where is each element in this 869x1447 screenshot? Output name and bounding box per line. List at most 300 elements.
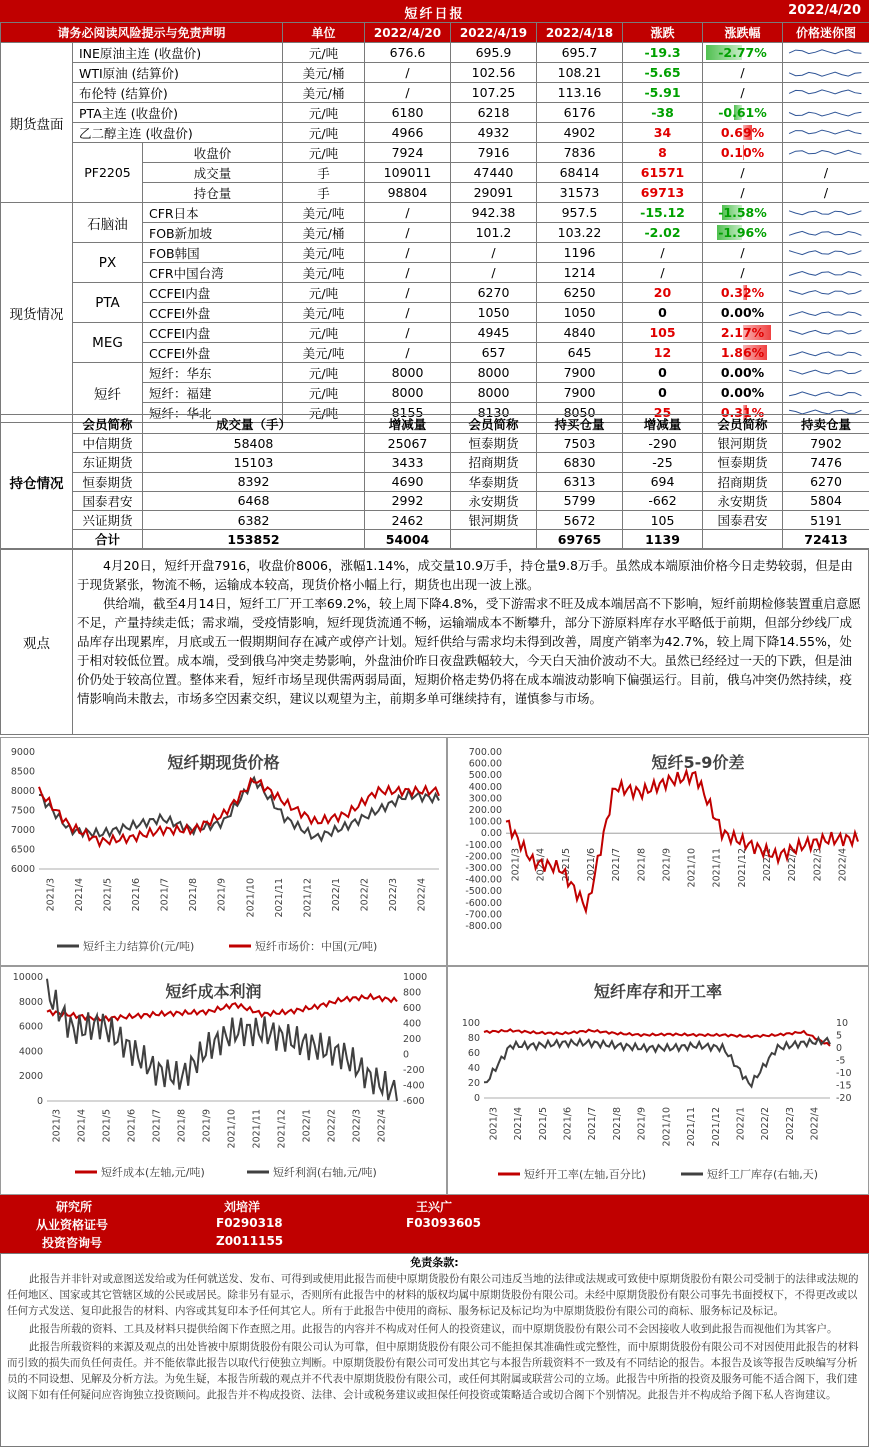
change-pct-cell — [703, 263, 783, 283]
unit-cell: 元/吨 — [283, 383, 365, 403]
opinion-text — [77, 556, 863, 708]
futures-row — [1, 83, 869, 103]
y-tick-label: -200.00 — [465, 851, 502, 863]
x-tick-label: 2021/10 — [226, 1109, 238, 1149]
value-cell: 7900 — [537, 363, 623, 383]
value-cell: 657 — [451, 343, 537, 363]
member-name: 恒泰期货 — [451, 434, 537, 453]
sparkline — [783, 64, 869, 82]
col-sparkline: 价格迷你图 — [783, 23, 869, 43]
position-header: 会员简称 — [73, 415, 143, 434]
change-cell: / — [623, 263, 703, 283]
unit-cell: 美元/吨 — [283, 263, 365, 283]
change-pct-value: 0.31% — [720, 405, 765, 420]
position-row — [1, 453, 869, 472]
y-tick-label: 700.00 — [468, 747, 502, 758]
item-name: 收盘价 — [143, 143, 283, 163]
member-name: 中信期货 — [73, 434, 143, 453]
position-total: 1139 — [623, 530, 703, 549]
opinion-label: 观点 — [1, 550, 73, 734]
unit-cell: 美元/桶 — [283, 63, 365, 83]
position-header: 增减量 — [365, 415, 451, 434]
sparkline — [783, 104, 869, 122]
change-pct-cell — [703, 103, 783, 123]
value-cell: / — [365, 63, 451, 83]
change-pct-cell — [703, 203, 783, 223]
chart-title: 短纤成本利润 — [165, 982, 262, 1001]
unit-cell: 美元/桶 — [283, 83, 365, 103]
chart-svg — [1, 967, 446, 1194]
member-name: 恒泰期货 — [73, 472, 143, 491]
change-pct-value: 2.17% — [720, 325, 765, 340]
value-cell: / — [365, 203, 451, 223]
chart-svg — [448, 738, 868, 965]
x-tick-label: 2021/3 — [45, 878, 57, 912]
series-line — [484, 1038, 830, 1087]
x-tick-label: 2022/4 — [416, 878, 428, 912]
y-tick-label: 6000 — [18, 1021, 43, 1033]
position-total: 合计 — [73, 530, 143, 549]
position-row — [1, 510, 869, 529]
y-tick-label: 6000 — [10, 864, 35, 875]
sparkline-cell — [783, 63, 869, 83]
value-cell: 4945 — [451, 323, 537, 343]
position-row — [1, 530, 869, 549]
disclaimer-title: 免责条款: — [410, 1256, 459, 1269]
chart-title: 短纤5-9价差 — [651, 753, 745, 772]
spot-row — [1, 363, 869, 383]
value-cell: 68414 — [537, 163, 623, 183]
item-name: 乙二醇主连 (收盘价) — [73, 123, 283, 143]
value-cell: 8000 — [451, 363, 537, 383]
y-tick-label: 200.00 — [468, 805, 502, 816]
value-cell: 113.16 — [537, 83, 623, 103]
opinion-box — [0, 549, 869, 735]
position-value: 6468 — [143, 491, 365, 510]
item-name: CFR中国台湾 — [143, 263, 283, 283]
section-futures: 期货盘面 — [1, 43, 73, 203]
value-cell: 4902 — [537, 123, 623, 143]
change-pct-cell — [703, 343, 783, 363]
y-tick-label: 8000 — [10, 786, 35, 797]
x-tick-label: 2021/8 — [636, 848, 648, 882]
change-pct-cell — [703, 323, 783, 343]
change-pct-cell — [703, 63, 783, 83]
position-value: 8392 — [143, 472, 365, 491]
x-tick-label: 2021/11 — [251, 1109, 263, 1149]
x-tick-label: 2021/8 — [188, 878, 200, 912]
x-tick-label: 2021/9 — [201, 1109, 213, 1143]
sparkline — [783, 44, 869, 62]
change-pct-cell — [703, 183, 783, 203]
position-total — [451, 530, 537, 549]
change-pct-value: 1.86% — [720, 345, 765, 360]
change-pct-value: / — [740, 265, 745, 280]
y2-tick-label: -5 — [836, 1055, 846, 1067]
x-tick-label: 2022/4 — [837, 848, 849, 882]
value-cell: 7924 — [365, 143, 451, 163]
y-tick-label: -300.00 — [465, 863, 502, 874]
x-tick-label: 2021/12 — [302, 878, 314, 918]
footer-label-institute: 研究所 — [56, 1200, 93, 1214]
x-tick-label: 2021/11 — [273, 878, 285, 918]
position-header: 持买仓量 — [537, 415, 623, 434]
change-pct-value: -1.96% — [718, 225, 767, 240]
x-tick-label: 2021/7 — [611, 848, 623, 882]
sparkline-cell — [783, 363, 869, 383]
value-cell: / — [365, 323, 451, 343]
x-tick-label: 2021/12 — [736, 848, 748, 888]
member-name: 招商期货 — [703, 472, 783, 491]
legend-label: 短纤成本(左轴,元/吨) — [101, 1166, 205, 1179]
position-value: 5672 — [537, 510, 623, 529]
position-value: -290 — [623, 434, 703, 453]
y2-tick-label: -20 — [836, 1093, 852, 1104]
sparkline — [783, 124, 869, 142]
y2-tick-label: -10 — [836, 1068, 852, 1079]
position-header: 会员简称 — [703, 415, 783, 434]
sparkline — [783, 304, 869, 322]
value-cell: 695.9 — [451, 43, 537, 63]
change-cell: 0 — [623, 303, 703, 323]
series-line — [484, 1029, 830, 1046]
value-cell: / — [365, 243, 451, 263]
spot-row — [1, 283, 869, 303]
y2-tick-label: 5 — [836, 1030, 843, 1042]
sparkline — [783, 344, 869, 362]
sparkline-cell: / — [783, 183, 869, 203]
position-value: 5799 — [537, 491, 623, 510]
section-position: 持仓情况 — [1, 415, 73, 549]
x-tick-label: 2022/4 — [809, 1107, 821, 1141]
change-pct-cell — [703, 43, 783, 63]
position-value: 7902 — [783, 434, 869, 453]
value-cell: / — [365, 83, 451, 103]
y2-tick-label: -15 — [836, 1080, 852, 1092]
section-spot: 现货情况 — [1, 203, 73, 423]
sparkline — [783, 204, 869, 222]
change-cell: 105 — [623, 323, 703, 343]
x-tick-label: 2021/6 — [126, 1109, 138, 1143]
x-tick-label: 2021/6 — [562, 1107, 574, 1141]
analyst-name-2: 王兴广 — [416, 1200, 453, 1214]
x-tick-label: 2021/7 — [587, 1107, 599, 1141]
x-tick-label: 2021/7 — [151, 1109, 163, 1143]
y-tick-label: 10000 — [12, 972, 43, 983]
sparkline-cell: / — [783, 163, 869, 183]
x-tick-label: 2021/4 — [76, 1109, 88, 1143]
member-name: 国泰君安 — [73, 491, 143, 510]
y-tick-label: 20 — [467, 1078, 480, 1089]
position-total: 54004 — [365, 530, 451, 549]
y-tick-label: 7500 — [10, 805, 35, 817]
spot-row — [1, 203, 869, 223]
chart-spread-5-9 — [447, 737, 869, 966]
value-cell: / — [365, 263, 451, 283]
value-cell: 1196 — [537, 243, 623, 263]
unit-cell: 元/吨 — [283, 323, 365, 343]
position-value: 5191 — [783, 510, 869, 529]
value-cell: 4932 — [451, 123, 537, 143]
change-pct-value: / — [740, 185, 745, 200]
change-cell: / — [623, 243, 703, 263]
y-tick-label: -800.00 — [465, 921, 502, 932]
change-cell: -5.65 — [623, 63, 703, 83]
position-total — [703, 530, 783, 549]
invest-number-1: Z0011155 — [216, 1234, 284, 1248]
value-cell: 107.25 — [451, 83, 537, 103]
x-tick-label: 2021/5 — [560, 848, 572, 882]
item-name: CFR日本 — [143, 203, 283, 223]
sparkline — [783, 244, 869, 262]
sparkline-cell — [783, 103, 869, 123]
analyst-footer — [0, 1195, 869, 1253]
pf-row — [1, 143, 869, 163]
unit-cell: 美元/吨 — [283, 243, 365, 263]
position-total: 153852 — [143, 530, 365, 549]
x-tick-label: 2021/8 — [176, 1109, 188, 1143]
spot-row — [1, 323, 869, 343]
change-pct-cell — [703, 283, 783, 303]
x-tick-label: 2022/2 — [760, 1107, 772, 1141]
y-tick-label: 9000 — [10, 747, 35, 758]
chart-futures-spot-price — [0, 737, 447, 966]
change-pct-cell — [703, 223, 783, 243]
value-cell: 676.6 — [365, 43, 451, 63]
position-value: 58408 — [143, 434, 365, 453]
y2-tick-label: -400 — [403, 1080, 425, 1092]
change-cell: -38 — [623, 103, 703, 123]
item-name: 持仓量 — [143, 183, 283, 203]
change-pct-cell — [703, 143, 783, 163]
sparkline — [783, 364, 869, 382]
item-name: CCFEI外盘 — [143, 303, 283, 323]
change-pct-value: 0.32% — [720, 285, 765, 300]
item-name: WTI原油 (结算价) — [73, 63, 283, 83]
value-cell: 102.56 — [451, 63, 537, 83]
position-header: 持卖仓量 — [783, 415, 869, 434]
item-name: CCFEI内盘 — [143, 283, 283, 303]
change-pct-cell — [703, 363, 783, 383]
position-value: 15103 — [143, 453, 365, 472]
value-cell: / — [365, 343, 451, 363]
value-cell: 98804 — [365, 183, 451, 203]
x-tick-label: 2021/6 — [131, 878, 142, 912]
legend-label: 短纤利润(右轴,元/吨) — [273, 1166, 377, 1179]
sparkline-cell — [783, 323, 869, 343]
x-tick-label: 2021/9 — [216, 878, 228, 912]
x-tick-label: 2022/1 — [762, 848, 773, 882]
value-cell: 8000 — [365, 363, 451, 383]
y2-tick-label: -200 — [403, 1065, 425, 1076]
y2-tick-label: 800 — [403, 987, 422, 999]
opinion-paragraph-1: 4月20日，短纤开盘7916，收盘价8006，涨幅1.14%，成交量10.9万手，持仓量9.8万手。虽然成本端原油价格今日走势较弱，但是由于现货紧张，物流不畅，运输成本较高，现货价格小幅上行，期货也出现一波上涨。 — [77, 558, 853, 592]
sparkline — [783, 384, 869, 402]
member-name: 银河期货 — [703, 434, 783, 453]
member-name: 兴证期货 — [73, 510, 143, 529]
y-tick-label: 100.00 — [468, 816, 502, 828]
x-tick-label: 2021/12 — [276, 1109, 288, 1149]
position-total: 69765 — [537, 530, 623, 549]
value-cell: 1050 — [537, 303, 623, 323]
change-cell: 34 — [623, 123, 703, 143]
sparkline — [783, 84, 869, 102]
value-cell: 108.21 — [537, 63, 623, 83]
y-tick-label: 600.00 — [468, 758, 502, 770]
value-cell: 103.22 — [537, 223, 623, 243]
risk-notice[interactable]: 请务必阅读风险提示与免责声明 — [1, 23, 283, 43]
y-tick-label: 100 — [461, 1018, 480, 1029]
y-tick-label: 2000 — [18, 1071, 43, 1083]
unit-cell: 元/吨 — [283, 123, 365, 143]
cert-number-1: F0290318 — [216, 1216, 283, 1230]
change-pct-value: -1.58% — [718, 205, 767, 220]
x-tick-label: 2021/7 — [159, 878, 171, 912]
chart-cost-profit — [0, 966, 447, 1195]
sparkline-cell — [783, 303, 869, 323]
member-name: 银河期货 — [451, 510, 537, 529]
x-tick-label: 2022/2 — [787, 848, 799, 882]
x-tick-label: 2021/10 — [661, 1107, 673, 1147]
x-tick-label: 2022/4 — [376, 1109, 388, 1143]
x-tick-label: 2021/12 — [710, 1107, 722, 1147]
value-cell: 101.2 — [451, 223, 537, 243]
y-tick-label: 80 — [467, 1033, 480, 1044]
change-pct-value: 0.69% — [720, 125, 765, 140]
futures-row — [1, 123, 869, 143]
change-pct-value: 0.00% — [720, 365, 765, 380]
member-name: 国泰君安 — [703, 510, 783, 529]
value-cell: 6218 — [451, 103, 537, 123]
futures-row — [1, 63, 869, 83]
y-tick-label: 8000 — [18, 996, 43, 1008]
change-cell: 20 — [623, 283, 703, 303]
title-bar — [0, 0, 869, 22]
item-name: FOB韩国 — [143, 243, 283, 263]
unit-cell: 元/吨 — [283, 103, 365, 123]
chart-svg — [448, 967, 868, 1194]
position-header: 成交量（手） — [143, 415, 365, 434]
chart-svg — [1, 738, 446, 965]
report-title: 短纤日报 — [404, 7, 465, 22]
value-cell: 31573 — [537, 183, 623, 203]
value-cell: 8000 — [451, 383, 537, 403]
x-tick-label: 2021/5 — [102, 878, 114, 912]
x-tick-label: 2021/4 — [513, 1107, 525, 1141]
sparkline-cell — [783, 43, 869, 63]
item-name: INE原油主连 (收盘价) — [73, 43, 283, 63]
sparkline-cell — [783, 343, 869, 363]
item-name: 短纤：福建 — [143, 383, 283, 403]
change-cell: -15.12 — [623, 203, 703, 223]
unit-cell: 美元/吨 — [283, 303, 365, 323]
x-tick-label: 2021/10 — [686, 848, 698, 888]
col-change: 涨跌 — [623, 23, 703, 43]
chart-title: 短纤库存和开工率 — [593, 982, 723, 1001]
member-name: 永安期货 — [451, 491, 537, 510]
value-cell: 957.5 — [537, 203, 623, 223]
legend-label: 短纤工厂库存(右轴,天) — [707, 1168, 819, 1181]
group-meg: MEG — [73, 323, 143, 363]
group-pta: PTA — [73, 283, 143, 323]
series-line — [506, 771, 858, 911]
sparkline — [783, 264, 869, 282]
x-tick-label: 2021/5 — [101, 1109, 113, 1143]
value-cell: 8130 — [451, 403, 537, 423]
y-tick-label: -100.00 — [465, 839, 502, 851]
value-cell: 6176 — [537, 103, 623, 123]
change-pct-cell — [703, 243, 783, 263]
x-tick-label: 2022/3 — [784, 1107, 796, 1141]
unit-cell: 元/吨 — [283, 43, 365, 63]
x-tick-label: 2021/5 — [537, 1107, 549, 1141]
x-tick-label: 2022/1 — [301, 1109, 313, 1143]
member-name: 恒泰期货 — [703, 453, 783, 472]
change-pct-cell — [703, 383, 783, 403]
y-tick-label: 60 — [467, 1048, 480, 1059]
chart-title: 短纤期现货价格 — [167, 753, 280, 772]
cert-number-2: F03093605 — [406, 1216, 481, 1230]
y-tick-label: 400.00 — [468, 781, 502, 793]
x-tick-label: 2022/3 — [351, 1109, 363, 1143]
col-date3: 2022/4/18 — [537, 23, 623, 43]
position-row — [1, 434, 869, 453]
y2-tick-label: -600 — [403, 1096, 425, 1107]
item-name: 成交量 — [143, 163, 283, 183]
value-cell: / — [365, 303, 451, 323]
change-pct-value: / — [740, 65, 745, 80]
y-tick-label: 300.00 — [468, 793, 502, 805]
chart-inventory-operating-rate — [447, 966, 869, 1195]
position-value: -25 — [623, 453, 703, 472]
position-value: 6270 — [783, 472, 869, 491]
value-cell: 8000 — [365, 383, 451, 403]
member-name: 永安期货 — [703, 491, 783, 510]
y-tick-label: -700.00 — [465, 909, 502, 921]
change-cell: -2.02 — [623, 223, 703, 243]
legend-label: 短纤市场价：中国(元/吨) — [255, 940, 378, 953]
report-date: 2022/4/20 — [788, 3, 861, 18]
value-cell: / — [451, 263, 537, 283]
unit-cell: 美元/吨 — [283, 343, 365, 363]
value-cell: 7900 — [537, 383, 623, 403]
change-cell: 69713 — [623, 183, 703, 203]
x-tick-label: 2022/2 — [359, 878, 371, 912]
item-name: PTA主连 (收盘价) — [73, 103, 283, 123]
sparkline-cell — [783, 243, 869, 263]
unit-cell: 元/吨 — [283, 363, 365, 383]
change-cell: 25 — [623, 403, 703, 423]
change-pct-value: / — [740, 165, 745, 180]
value-cell: 109011 — [365, 163, 451, 183]
x-tick-label: 2021/8 — [611, 1107, 623, 1141]
change-cell: 0 — [623, 363, 703, 383]
change-pct-value: -0.61% — [718, 105, 767, 120]
col-date1: 2022/4/20 — [365, 23, 451, 43]
sparkline — [783, 284, 869, 302]
sparkline-cell — [783, 263, 869, 283]
member-name: 招商期货 — [451, 453, 537, 472]
x-tick-label: 2022/2 — [326, 1109, 338, 1143]
change-cell: 12 — [623, 343, 703, 363]
unit-cell: 手 — [283, 163, 365, 183]
x-tick-label: 2022/3 — [388, 878, 400, 912]
value-cell: 6250 — [537, 283, 623, 303]
position-row — [1, 491, 869, 510]
position-value: 6382 — [143, 510, 365, 529]
x-tick-label: 2022/1 — [735, 1107, 747, 1141]
col-unit: 单位 — [283, 23, 365, 43]
